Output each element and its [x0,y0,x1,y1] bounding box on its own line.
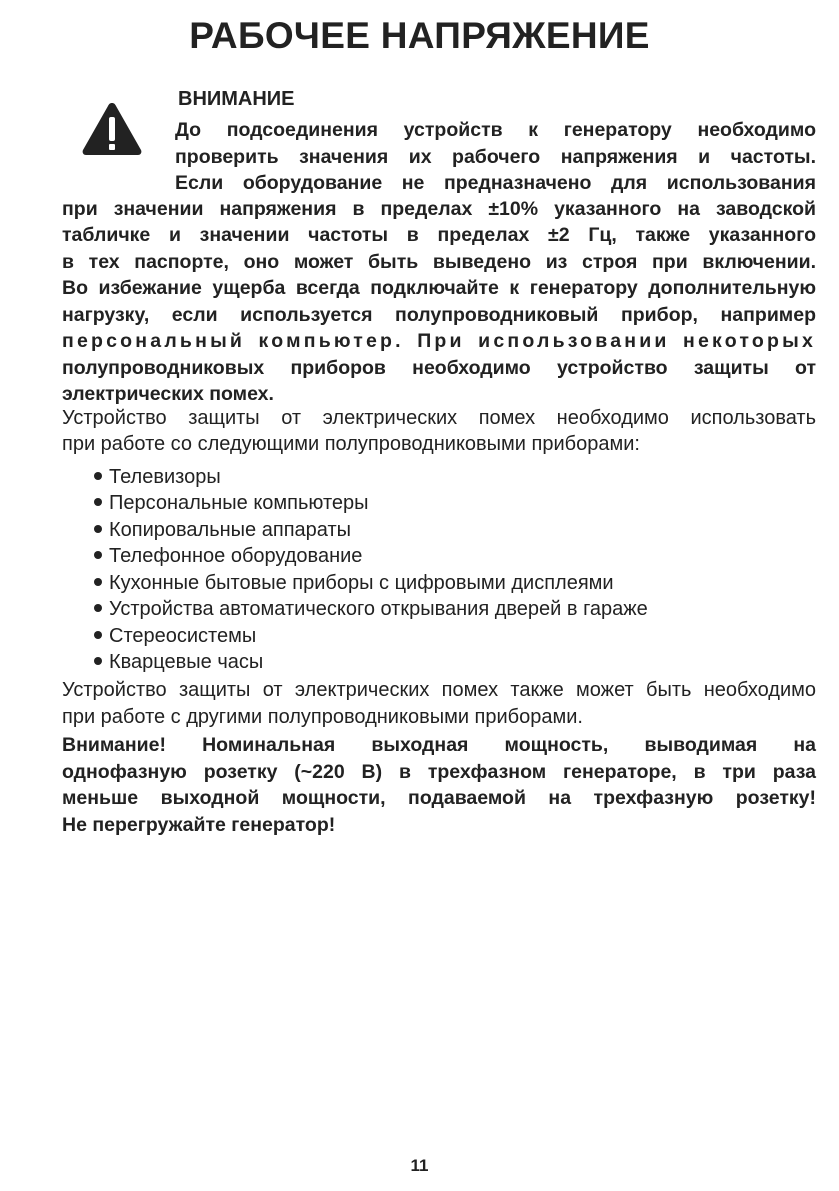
list-item [94,570,614,596]
list-item-label: Копировальные аппараты [109,519,351,541]
list-item [94,623,256,649]
power-warning-line: Внимание! Номинальная выходная мощность, выводимая на [62,734,816,756]
bullet-icon [94,525,102,533]
page-title: РАБОЧЕЕ НАПРЯЖЕНИЕ [189,15,650,56]
page-number: 11 [410,1156,429,1175]
list-item-label: Устройства автоматического открывания дверей в гараже [109,598,648,620]
list-item-label: Телефонное оборудование [109,545,363,567]
bullet-icon [94,631,102,639]
list-item [94,464,221,490]
list-item-label: Кухонные бытовые приборы с цифровыми дисплеями [109,572,614,594]
bullet-icon [94,472,102,480]
list-item [94,543,362,569]
warning-line: полупроводниковых приборов необходимо устройство защиты от [62,357,816,379]
list-item [94,490,369,516]
warning-line: Если оборудование не предназначено для использования [175,172,816,194]
bullet-icon [94,578,102,586]
list-item [94,517,351,543]
warning-line: при значении напряжения в пределах ±10% указанного на заводской [62,198,816,220]
bullet-icon [94,551,102,559]
warning-line: электрических помех. [62,383,274,405]
warning-line: Во избежание ущерба всегда подключайте к генератору дополнительную [62,277,816,299]
warning-line: в тех паспорте, оно может быть выведено из строя при включении. [62,251,816,273]
list-item-label: Кварцевые часы [109,651,264,673]
warning-triangle-icon [81,101,143,157]
list-item-label: Стереосистемы [109,625,257,647]
protection-other-line: при работе с другими полупроводниковыми приборами. [62,706,583,728]
list-item [94,596,648,622]
protection-intro-line: при работе со следующими полупроводниковыми приборами: [62,433,640,455]
warning-line: табличке и значении частоты в пределах ±2 Гц, также указанного [62,224,816,246]
list-item [94,649,263,675]
protection-intro-line: Устройство защиты от электрических помех необходимо использовать [62,407,816,429]
bullet-icon [94,657,102,665]
power-warning-line: меньше выходной мощности, подаваемой на трехфазную розетку! [62,787,816,809]
warning-line: нагрузку, если используется полупроводниковый прибор, например [62,304,816,326]
warning-line: персональный компьютер. При использовании некоторых [62,330,816,352]
power-warning-line: однофазную розетку (~220 В) в трехфазном генераторе, в три раза [62,761,816,783]
warning-line: До подсоединения устройств к генератору необходимо [175,119,816,141]
warning-line: проверить значения их рабочего напряжения и частоты. [175,146,816,168]
bullet-icon [94,604,102,612]
protection-other-line: Устройство защиты от электрических помех также может быть необходимо [62,679,816,701]
bullet-icon [94,498,102,506]
list-item-label: Персональные компьютеры [109,492,369,514]
list-item-label: Телевизоры [109,466,221,488]
power-warning-line: Не перегружайте генератор! [62,814,336,836]
warning-heading: ВНИМАНИЕ [178,88,295,110]
